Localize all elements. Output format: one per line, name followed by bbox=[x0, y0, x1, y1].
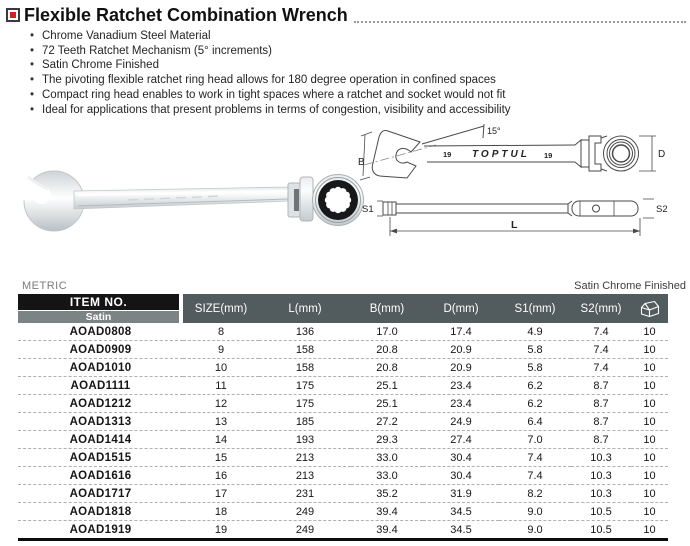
d-cell: 30.4 bbox=[423, 466, 499, 484]
s2-cell: 10.5 bbox=[571, 520, 631, 538]
s2-cell: 8.7 bbox=[571, 412, 631, 430]
b-cell: 33.0 bbox=[351, 466, 423, 484]
qty-cell: 10 bbox=[631, 430, 668, 448]
feature-list bbox=[30, 29, 690, 117]
qty-cell: 10 bbox=[631, 484, 668, 502]
feature-item: • Ideal for applications that present problems in terms of congestion, visibility and accessibility bbox=[30, 103, 690, 118]
finish-label: Satin Chrome Finished bbox=[574, 280, 686, 293]
l-cell: 213 bbox=[259, 466, 351, 484]
qty-cell: 10 bbox=[631, 502, 668, 520]
item-no-cell: AOAD1818 bbox=[18, 502, 183, 520]
l-cell: 213 bbox=[259, 448, 351, 466]
s2-cell: 10.3 bbox=[571, 448, 631, 466]
s1-cell: 5.8 bbox=[499, 358, 571, 376]
item-no-cell: AOAD1414 bbox=[18, 430, 183, 448]
dim-l-label: L bbox=[511, 219, 518, 232]
size-cell: 19 bbox=[183, 520, 259, 538]
d-cell: 34.5 bbox=[423, 520, 499, 538]
s2-cell: 10.3 bbox=[571, 484, 631, 502]
column-header-s1: S1(mm) bbox=[499, 294, 571, 323]
table-row bbox=[18, 520, 668, 538]
d-cell: 23.4 bbox=[423, 394, 499, 412]
d-cell: 20.9 bbox=[423, 340, 499, 358]
column-header-size: SIZE(mm) bbox=[183, 294, 259, 323]
d-cell: 20.9 bbox=[423, 358, 499, 376]
l-cell: 136 bbox=[295, 325, 315, 338]
drawing-open-end bbox=[372, 131, 420, 179]
item-no-cell: AOAD1111 bbox=[18, 376, 183, 394]
l-cell: 231 bbox=[259, 484, 351, 502]
l-cell: 175 bbox=[259, 376, 351, 394]
d-cell: 27.4 bbox=[423, 430, 499, 448]
s2-cell: 8.7 bbox=[571, 376, 631, 394]
b-cell: 39.4 bbox=[351, 520, 423, 538]
table-row bbox=[18, 484, 668, 502]
l-cell: 193 bbox=[259, 430, 351, 448]
table-row bbox=[18, 466, 668, 484]
title-dotted-rule bbox=[354, 21, 686, 23]
s1-cell: 6.4 bbox=[499, 412, 571, 430]
item-no-cell: AOAD0909 bbox=[18, 340, 183, 358]
s2-cell: 10.3 bbox=[571, 466, 631, 484]
table-row bbox=[18, 412, 668, 430]
qty-cell: 10 bbox=[631, 448, 668, 466]
item-no-cell: AOAD1515 bbox=[18, 448, 183, 466]
qty-cell: 10 bbox=[631, 340, 668, 358]
l-cell: 158 bbox=[259, 340, 351, 358]
qty-cell: 10 bbox=[631, 394, 668, 412]
table-row bbox=[18, 340, 668, 358]
spec-table bbox=[18, 294, 668, 541]
column-header-qty bbox=[631, 294, 668, 323]
item-no-cell: AOAD1919 bbox=[18, 520, 183, 538]
l-cell: 158 bbox=[259, 358, 351, 376]
feature-item: • Compact ring head enables to work in tight spaces where a ratchet and socket would not fit bbox=[30, 88, 690, 103]
wrench-photo bbox=[8, 145, 364, 267]
d-cell: 30.4 bbox=[423, 448, 499, 466]
s2-cell: 7.4 bbox=[571, 358, 631, 376]
size-cell: 8 bbox=[217, 325, 225, 338]
b-cell: 20.8 bbox=[351, 340, 423, 358]
column-header-l: L(mm) bbox=[259, 294, 351, 323]
b-cell: 25.1 bbox=[351, 376, 423, 394]
metric-label: METRIC bbox=[22, 280, 68, 293]
page-header bbox=[0, 0, 690, 26]
size-cell: 15 bbox=[183, 448, 259, 466]
size-stamp-left: 19 bbox=[443, 150, 452, 160]
size-cell: 17 bbox=[183, 484, 259, 502]
b-cell: 39.4 bbox=[351, 502, 423, 520]
d-cell: 34.5 bbox=[423, 502, 499, 520]
d-cell: 23.4 bbox=[423, 376, 499, 394]
s2-cell: 7.4 bbox=[593, 325, 609, 338]
technical-drawing bbox=[358, 117, 690, 255]
size-cell: 9 bbox=[183, 340, 259, 358]
dim-d-label: D bbox=[658, 149, 666, 161]
s1-cell: 8.2 bbox=[499, 484, 571, 502]
satin-subheader-label: Satin bbox=[18, 311, 179, 323]
d-cell: 17.4 bbox=[450, 325, 472, 338]
s1-cell: 7.4 bbox=[499, 466, 571, 484]
b-cell: 33.0 bbox=[351, 448, 423, 466]
section-bullet-icon bbox=[6, 8, 20, 22]
table-row bbox=[18, 358, 668, 376]
qty-cell: 10 bbox=[631, 520, 668, 538]
size-stamp-right: 19 bbox=[544, 151, 553, 161]
item-no-header-label: ITEM NO. bbox=[18, 294, 179, 310]
qty-cell: 10 bbox=[631, 412, 668, 430]
s1-cell: 9.0 bbox=[499, 520, 571, 538]
s1-cell: 5.8 bbox=[499, 340, 571, 358]
item-no-cell: AOAD1010 bbox=[18, 358, 183, 376]
s1-cell: 7.0 bbox=[499, 430, 571, 448]
feature-item: • The pivoting flexible ratchet ring head allows for 180 degree operation in confined spaces bbox=[30, 73, 690, 88]
column-header-d: D(mm) bbox=[423, 294, 499, 323]
dim-s1-label: S1 bbox=[362, 204, 374, 216]
item-no-cell: AOAD1212 bbox=[18, 394, 183, 412]
s1-cell: 6.2 bbox=[499, 394, 571, 412]
s2-cell: 8.7 bbox=[571, 394, 631, 412]
l-cell: 249 bbox=[259, 520, 351, 538]
item-no-cell: AOAD1313 bbox=[18, 412, 183, 430]
b-cell: 25.1 bbox=[351, 394, 423, 412]
qty-cell: 10 bbox=[643, 325, 656, 338]
d-cell: 31.9 bbox=[423, 484, 499, 502]
s1-cell: 6.2 bbox=[499, 376, 571, 394]
s2-cell: 10.5 bbox=[571, 502, 631, 520]
item-no-cell: AOAD0808 bbox=[69, 325, 132, 338]
table-row bbox=[18, 376, 668, 394]
size-cell: 18 bbox=[183, 502, 259, 520]
s1-cell: 7.4 bbox=[499, 448, 571, 466]
size-cell: 10 bbox=[183, 358, 259, 376]
l-cell: 249 bbox=[259, 502, 351, 520]
b-cell: 20.8 bbox=[351, 358, 423, 376]
brand-stamp: TOPTUL bbox=[472, 149, 530, 161]
dim-b-label: B bbox=[358, 157, 365, 169]
size-cell: 13 bbox=[183, 412, 259, 430]
l-cell: 185 bbox=[259, 412, 351, 430]
table-row bbox=[18, 430, 668, 448]
qty-cell: 10 bbox=[631, 376, 668, 394]
feature-item: • Satin Chrome Finished bbox=[30, 58, 690, 73]
feature-item: • Chrome Vanadium Steel Material bbox=[30, 29, 690, 44]
photo-ring-head bbox=[313, 175, 364, 226]
s2-cell: 7.4 bbox=[571, 340, 631, 358]
feature-item: • 72 Teeth Ratchet Mechanism (5° increments) bbox=[30, 44, 690, 59]
b-cell: 17.0 bbox=[376, 325, 398, 338]
column-header-s2: S2(mm) bbox=[571, 294, 631, 323]
photo-flex-joint bbox=[288, 177, 313, 221]
b-cell: 35.2 bbox=[351, 484, 423, 502]
table-meta bbox=[22, 280, 686, 292]
qty-cell: 10 bbox=[631, 466, 668, 484]
column-header-b: B(mm) bbox=[351, 294, 423, 323]
carton-icon bbox=[638, 299, 662, 319]
size-cell: 11 bbox=[183, 376, 259, 394]
page-title: Flexible Ratchet Combination Wrench bbox=[24, 5, 348, 25]
s1-cell: 9.0 bbox=[499, 502, 571, 520]
size-cell: 14 bbox=[183, 430, 259, 448]
dim-s2-label: S2 bbox=[656, 204, 668, 216]
table-body bbox=[18, 323, 668, 538]
figure-area bbox=[0, 117, 690, 280]
size-cell: 12 bbox=[183, 394, 259, 412]
s1-cell: 4.9 bbox=[527, 325, 543, 338]
b-cell: 27.2 bbox=[351, 412, 423, 430]
angle-label: 15° bbox=[487, 126, 501, 137]
table-row bbox=[18, 323, 668, 340]
table-row bbox=[18, 394, 668, 412]
b-cell: 29.3 bbox=[351, 430, 423, 448]
l-cell: 175 bbox=[259, 394, 351, 412]
item-no-cell: AOAD1717 bbox=[18, 484, 183, 502]
d-cell: 24.9 bbox=[423, 412, 499, 430]
size-cell: 16 bbox=[183, 466, 259, 484]
table-row bbox=[18, 502, 668, 520]
table-header bbox=[18, 294, 668, 323]
qty-cell: 10 bbox=[631, 358, 668, 376]
s2-cell: 8.7 bbox=[571, 430, 631, 448]
table-row bbox=[18, 448, 668, 466]
item-no-cell: AOAD1616 bbox=[18, 466, 183, 484]
item-no-header bbox=[18, 294, 183, 323]
